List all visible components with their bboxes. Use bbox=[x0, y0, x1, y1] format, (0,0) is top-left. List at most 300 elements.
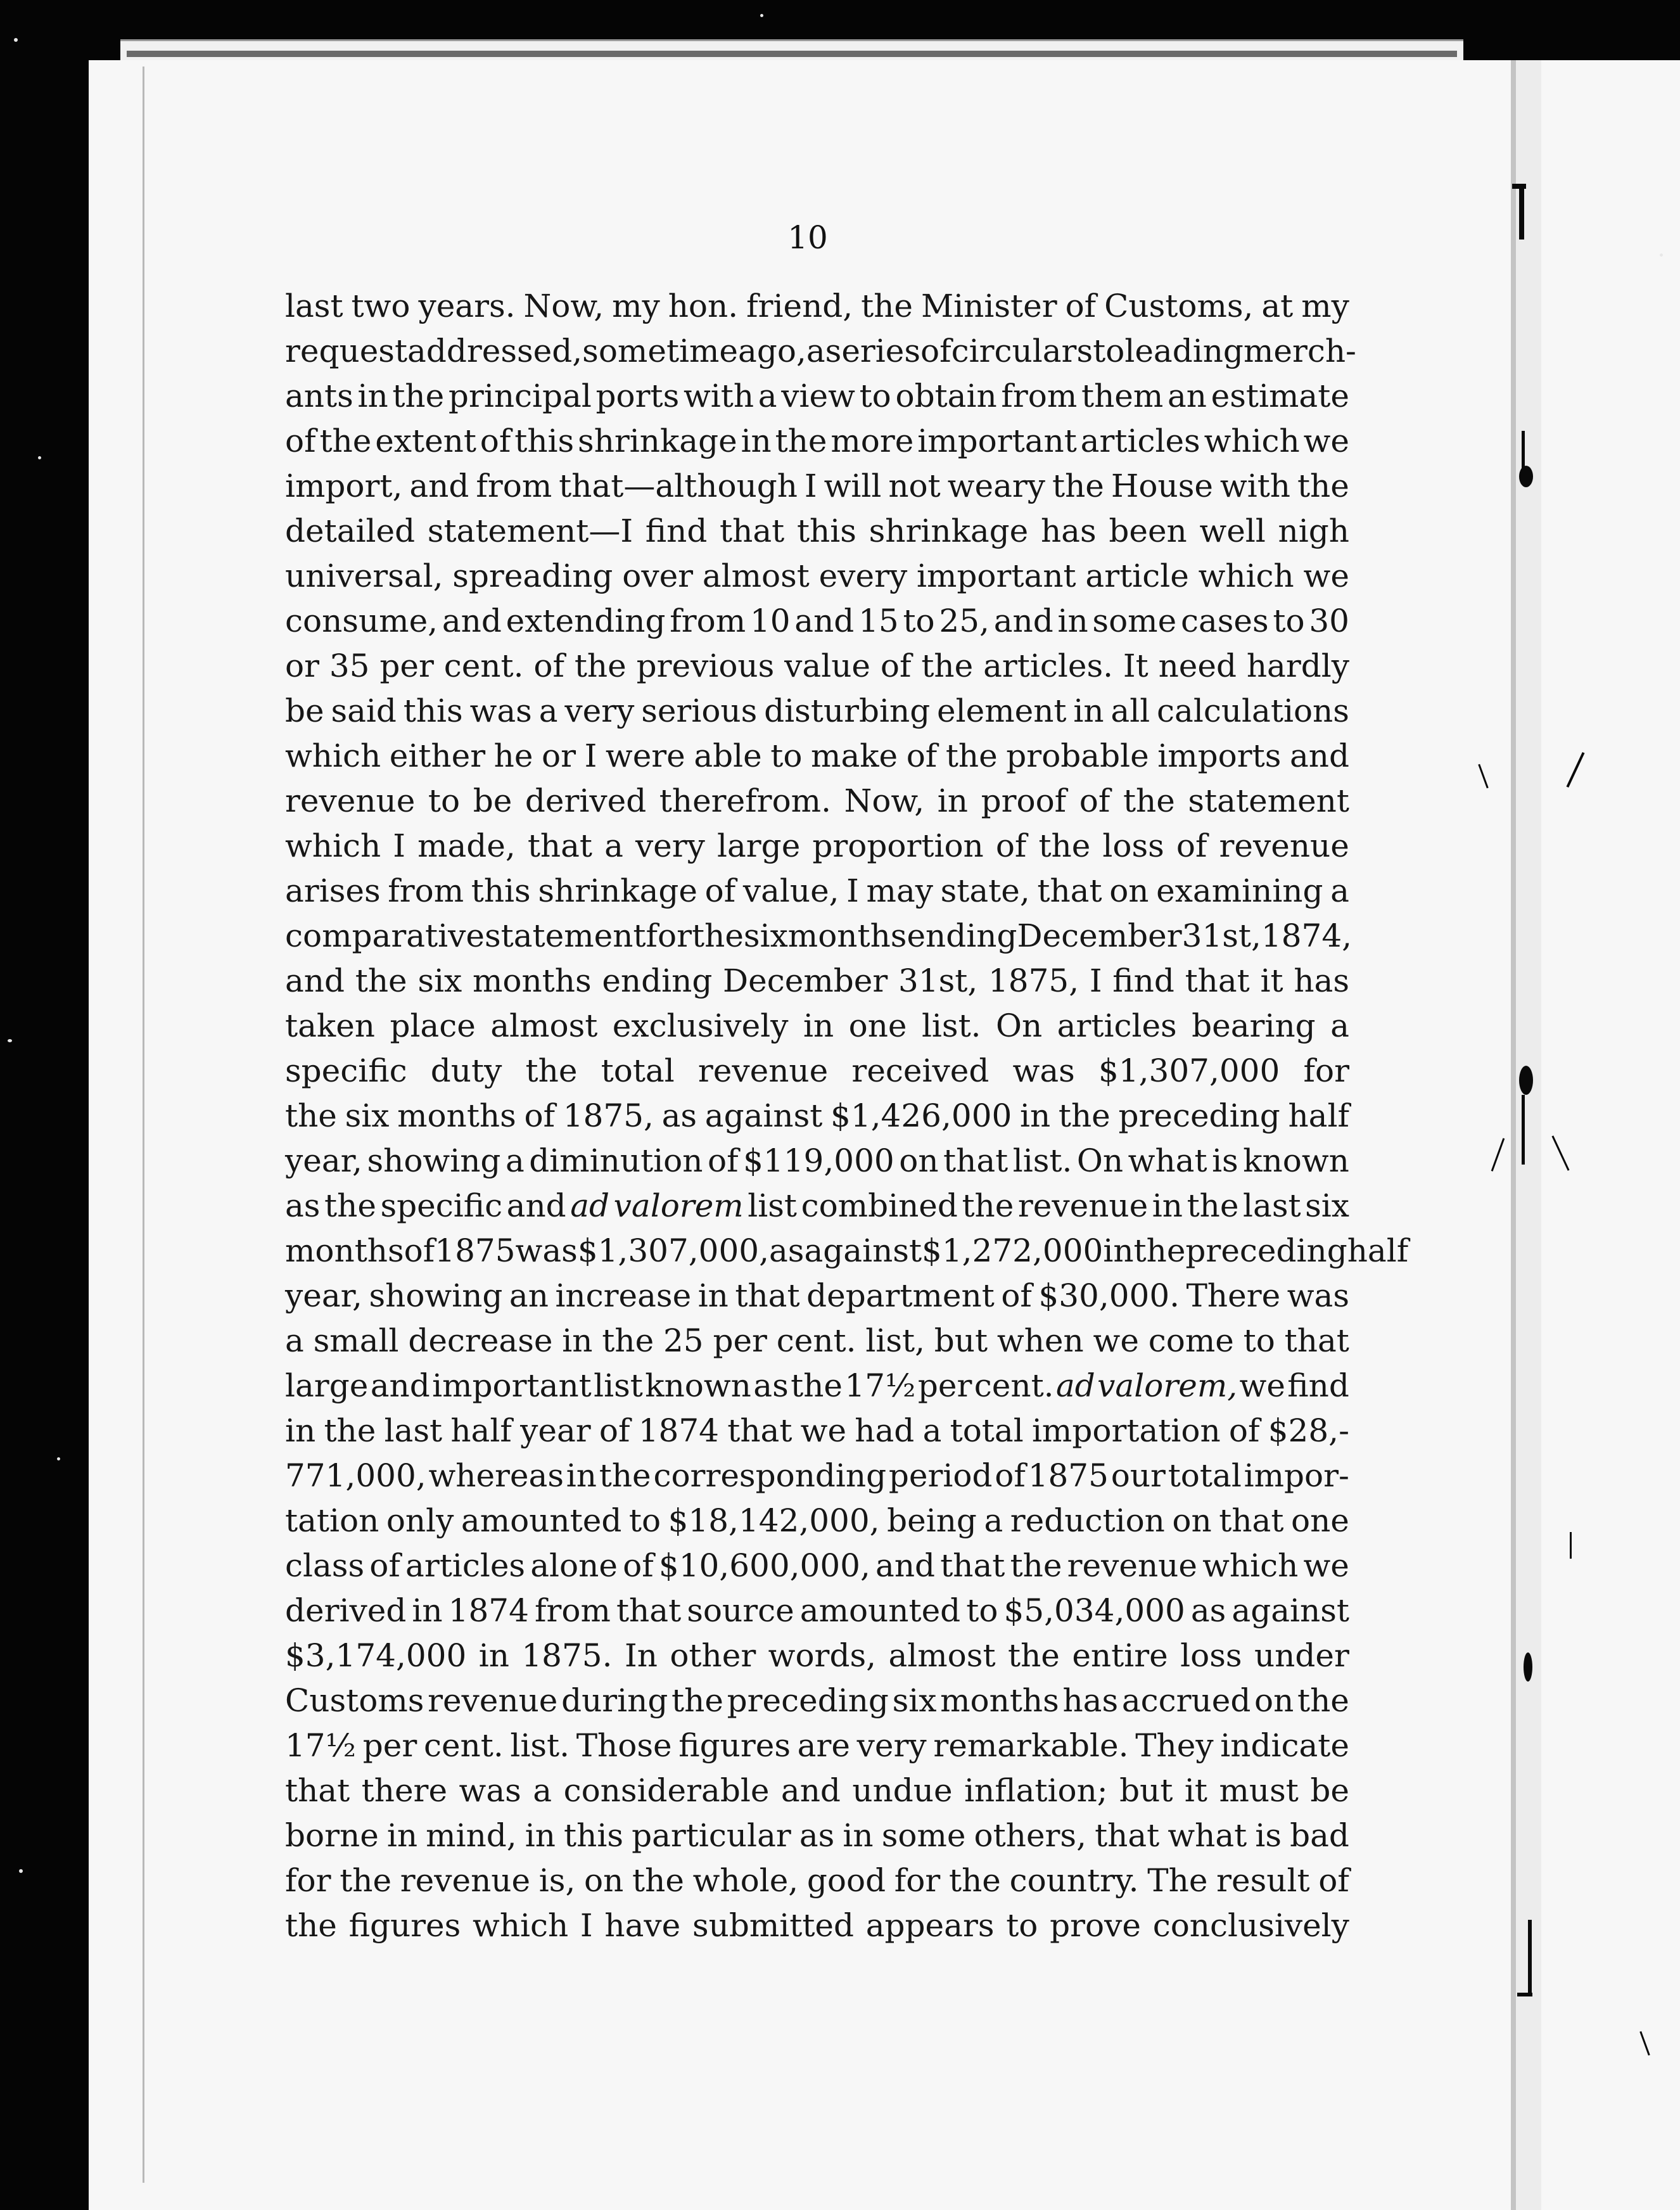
word: and bbox=[409, 468, 469, 504]
word: months bbox=[285, 1232, 404, 1269]
binding-mark bbox=[1524, 1652, 1532, 1682]
word: the bbox=[355, 962, 407, 999]
word: as bbox=[799, 1817, 835, 1854]
word: examining bbox=[1156, 872, 1323, 909]
border-speck bbox=[57, 1457, 60, 1460]
text-line bbox=[285, 824, 1349, 869]
word: an bbox=[509, 1277, 549, 1314]
word: half bbox=[1288, 1097, 1349, 1134]
word: said bbox=[331, 693, 397, 729]
word: important bbox=[917, 558, 1076, 594]
word: $1,272,000 bbox=[922, 1232, 1104, 1269]
word: 17½ bbox=[844, 1367, 916, 1404]
word: cent. bbox=[776, 1322, 856, 1359]
word: the bbox=[861, 288, 913, 324]
word: Minister bbox=[920, 288, 1057, 324]
word: ad bbox=[570, 1187, 610, 1224]
word: I bbox=[584, 738, 597, 774]
text-line bbox=[285, 869, 1349, 914]
word: the bbox=[1297, 468, 1349, 504]
word: well bbox=[1199, 513, 1266, 549]
word: it bbox=[1184, 1772, 1207, 1809]
word: valorem, bbox=[1097, 1367, 1238, 1404]
word: has bbox=[1062, 1682, 1119, 1719]
word: of bbox=[404, 1232, 435, 1269]
word: will bbox=[824, 468, 882, 504]
word: which bbox=[1204, 423, 1300, 459]
word: very bbox=[635, 827, 705, 864]
word: per bbox=[713, 1322, 767, 1359]
word: was bbox=[1287, 1277, 1349, 1314]
word: in bbox=[937, 782, 968, 819]
word: shrinkage bbox=[869, 513, 1029, 549]
word: I bbox=[580, 1907, 593, 1944]
word: showing bbox=[367, 1142, 501, 1179]
word: cent. bbox=[423, 1727, 504, 1764]
word: ants bbox=[285, 378, 353, 414]
text-line bbox=[285, 419, 1349, 464]
word: is bbox=[1255, 1817, 1282, 1854]
word: On bbox=[996, 1007, 1043, 1044]
word: of bbox=[1079, 782, 1110, 819]
word: six bbox=[1305, 1187, 1349, 1224]
word: 1875, bbox=[988, 962, 1079, 999]
word: which bbox=[1202, 1547, 1299, 1584]
word: have bbox=[604, 1907, 681, 1944]
word: derived bbox=[525, 782, 647, 819]
word: In bbox=[624, 1637, 658, 1674]
word: preceding bbox=[727, 1682, 889, 1719]
binding-mark bbox=[1512, 184, 1526, 189]
word: revenue bbox=[285, 782, 416, 819]
word: I bbox=[804, 468, 817, 504]
word: the bbox=[632, 1862, 684, 1899]
word: articles. bbox=[983, 648, 1113, 684]
word: that bbox=[720, 513, 785, 549]
word: not bbox=[888, 468, 941, 504]
word: in bbox=[566, 1457, 597, 1494]
word: has bbox=[1040, 513, 1097, 549]
word: the bbox=[319, 423, 372, 459]
word: in bbox=[843, 1817, 874, 1854]
word: other bbox=[670, 1637, 756, 1674]
word: the bbox=[1052, 468, 1104, 504]
word: my bbox=[612, 288, 660, 324]
word: words, bbox=[768, 1637, 877, 1674]
word: per bbox=[917, 1367, 972, 1404]
word: on bbox=[1172, 1502, 1212, 1539]
word: last bbox=[285, 288, 343, 324]
word: 15 bbox=[858, 603, 899, 639]
word: decrease bbox=[408, 1322, 553, 1359]
word: the bbox=[285, 1097, 337, 1134]
word: months bbox=[472, 962, 592, 999]
word: need bbox=[1158, 648, 1237, 684]
word: a bbox=[533, 1772, 552, 1809]
margin-mark bbox=[1570, 1532, 1572, 1559]
word: imports bbox=[1157, 738, 1282, 774]
word: in bbox=[741, 423, 772, 459]
text-line bbox=[285, 1139, 1349, 1184]
word: the bbox=[1058, 1097, 1110, 1134]
word: detailed bbox=[285, 513, 416, 549]
word: 10 bbox=[749, 603, 791, 639]
word: reduction bbox=[1010, 1502, 1165, 1539]
text-line bbox=[285, 599, 1349, 644]
word: undue bbox=[852, 1772, 953, 1809]
word: we bbox=[800, 1412, 847, 1449]
text-line bbox=[285, 644, 1349, 689]
word: considerable bbox=[563, 1772, 770, 1809]
word: this bbox=[514, 423, 575, 459]
word: to bbox=[428, 782, 461, 819]
word: House bbox=[1110, 468, 1213, 504]
word: the bbox=[324, 1187, 376, 1224]
word: friend, bbox=[746, 288, 853, 324]
word: They bbox=[1135, 1727, 1214, 1764]
word: small bbox=[313, 1322, 399, 1359]
word: others, bbox=[974, 1817, 1086, 1854]
text-line bbox=[285, 1364, 1349, 1408]
word: almost bbox=[702, 558, 810, 594]
border-speck bbox=[19, 1869, 23, 1873]
binding-mark bbox=[1519, 1066, 1533, 1095]
word: valorem bbox=[613, 1187, 744, 1224]
word: probable bbox=[1006, 738, 1149, 774]
binding-mark bbox=[1528, 1920, 1532, 1996]
word: we bbox=[1093, 1322, 1139, 1359]
word: revenue bbox=[400, 1862, 531, 1899]
word: must bbox=[1219, 1772, 1299, 1809]
word: the bbox=[1010, 1547, 1062, 1584]
word: articles bbox=[1080, 423, 1200, 459]
word: very bbox=[856, 1727, 927, 1764]
word: against bbox=[1231, 1592, 1349, 1629]
word: he bbox=[493, 738, 533, 774]
word: a bbox=[1330, 1007, 1349, 1044]
word: $1,307,000, bbox=[577, 1232, 769, 1269]
word: specific bbox=[380, 1187, 503, 1224]
word: bad bbox=[1290, 1817, 1349, 1854]
word: in bbox=[697, 1277, 729, 1314]
word: alone bbox=[530, 1547, 618, 1584]
word: is, bbox=[538, 1862, 576, 1899]
word: from bbox=[1001, 378, 1078, 414]
word: in bbox=[412, 1592, 443, 1629]
word: of bbox=[1176, 827, 1207, 864]
text-line bbox=[285, 1274, 1349, 1319]
word: known bbox=[645, 1367, 751, 1404]
text-line bbox=[285, 374, 1349, 419]
word: estimate bbox=[1211, 378, 1349, 414]
word: articles bbox=[1057, 1007, 1177, 1044]
word: of bbox=[1001, 1277, 1032, 1314]
word: the bbox=[791, 1367, 843, 1404]
word: as bbox=[769, 1232, 805, 1269]
border-speck bbox=[14, 38, 18, 42]
border-speck bbox=[38, 456, 41, 459]
word: a bbox=[604, 827, 623, 864]
word: loss bbox=[1180, 1637, 1242, 1674]
word: to bbox=[1243, 1322, 1275, 1359]
word: of bbox=[995, 1457, 1026, 1494]
word: against bbox=[804, 1232, 922, 1269]
word: total bbox=[1168, 1457, 1242, 1494]
word: previous bbox=[636, 648, 775, 684]
word: the bbox=[599, 1457, 651, 1494]
word: I bbox=[1089, 962, 1102, 999]
word: year, bbox=[285, 1277, 362, 1314]
word: department bbox=[806, 1277, 995, 1314]
word: be bbox=[1310, 1772, 1349, 1809]
word: that bbox=[285, 1772, 350, 1809]
word: it bbox=[1260, 962, 1283, 999]
word: in bbox=[525, 1817, 556, 1854]
word: what bbox=[1168, 1817, 1247, 1854]
word: able bbox=[694, 738, 762, 774]
text-line bbox=[285, 959, 1349, 1004]
text-line bbox=[285, 1903, 1349, 1948]
word: in bbox=[386, 1817, 418, 1854]
word: borne bbox=[285, 1817, 379, 1854]
word: important bbox=[432, 1367, 592, 1404]
word: large bbox=[285, 1367, 369, 1404]
word: as bbox=[661, 1097, 697, 1134]
word: amounted bbox=[461, 1502, 622, 1539]
word: of bbox=[524, 1097, 556, 1134]
word: to bbox=[966, 1592, 998, 1629]
border-speck bbox=[8, 1039, 12, 1042]
word: Now, bbox=[523, 288, 604, 324]
word: corresponding bbox=[653, 1457, 887, 1494]
word: and bbox=[794, 603, 855, 639]
binding-mark bbox=[1522, 431, 1525, 469]
word: all bbox=[1110, 693, 1150, 729]
word: 1875. bbox=[521, 1637, 613, 1674]
word: list, bbox=[865, 1322, 925, 1359]
word: duty bbox=[430, 1052, 502, 1089]
word: but bbox=[1119, 1772, 1173, 1809]
word: for bbox=[1303, 1052, 1349, 1089]
word: revenue bbox=[1219, 827, 1349, 864]
word: six bbox=[345, 1097, 390, 1134]
word: as bbox=[753, 1367, 789, 1404]
word: be bbox=[473, 782, 512, 819]
word: has bbox=[1294, 962, 1349, 999]
word: proof bbox=[981, 782, 1067, 819]
word: of bbox=[1065, 288, 1097, 324]
word: addressed, bbox=[407, 333, 583, 369]
word: showing bbox=[369, 1277, 503, 1314]
word: the bbox=[340, 1862, 392, 1899]
word: $10,600,000, bbox=[658, 1547, 870, 1584]
text-line bbox=[285, 734, 1349, 779]
word: list. bbox=[1012, 1142, 1072, 1179]
word: ports bbox=[595, 378, 680, 414]
word: had bbox=[855, 1412, 915, 1449]
word: 30 bbox=[1309, 603, 1349, 639]
word: the bbox=[525, 1052, 578, 1089]
word: the bbox=[1133, 1232, 1186, 1269]
word: circulars bbox=[951, 333, 1093, 369]
word: months bbox=[787, 917, 907, 954]
text-line bbox=[285, 1184, 1349, 1229]
word: that bbox=[1219, 1502, 1284, 1539]
word: per bbox=[379, 648, 434, 684]
word: the bbox=[1038, 827, 1091, 864]
word: revenue bbox=[428, 1682, 558, 1719]
word: in bbox=[285, 1412, 316, 1449]
word: and bbox=[370, 1367, 430, 1404]
word: in bbox=[1073, 693, 1104, 729]
word: hardly bbox=[1246, 648, 1349, 684]
word: the bbox=[921, 648, 974, 684]
word: Now, bbox=[844, 782, 925, 819]
word: of bbox=[285, 423, 316, 459]
word: from bbox=[534, 1592, 611, 1629]
word: specific bbox=[285, 1052, 407, 1089]
word: almost bbox=[888, 1637, 996, 1674]
word: the bbox=[945, 738, 998, 774]
binding-spine bbox=[1511, 60, 1516, 2210]
word: in bbox=[1020, 1097, 1051, 1134]
word: ending bbox=[602, 962, 713, 999]
word: the bbox=[285, 1907, 337, 1944]
word: in bbox=[562, 1322, 593, 1359]
word: the bbox=[692, 917, 744, 954]
word: that bbox=[616, 1592, 682, 1629]
word: the bbox=[948, 1862, 1001, 1899]
word: 1875 bbox=[435, 1232, 516, 1269]
word: particular bbox=[632, 1817, 791, 1854]
word: an bbox=[1167, 378, 1207, 414]
text-line bbox=[285, 689, 1349, 734]
word: cent. bbox=[443, 648, 524, 684]
word: ad bbox=[1055, 1367, 1095, 1404]
word: taken bbox=[285, 1007, 375, 1044]
word: last bbox=[384, 1412, 443, 1449]
word: a bbox=[538, 693, 558, 729]
word: that bbox=[527, 827, 593, 864]
word: 771,000, bbox=[285, 1457, 426, 1494]
word: 31st, bbox=[1181, 917, 1261, 954]
word: a bbox=[505, 1142, 525, 1179]
word: $30,000. bbox=[1038, 1277, 1180, 1314]
word: universal, bbox=[285, 558, 443, 594]
word: statement bbox=[484, 917, 646, 954]
text-line bbox=[285, 284, 1349, 329]
word: class bbox=[285, 1547, 365, 1584]
word: good bbox=[806, 1862, 886, 1899]
text-line bbox=[285, 1678, 1349, 1723]
word: nigh bbox=[1278, 513, 1349, 549]
word: to bbox=[1006, 1907, 1038, 1944]
word: of bbox=[599, 1412, 630, 1449]
word: $18,142,000, bbox=[668, 1502, 880, 1539]
word: as bbox=[285, 1187, 321, 1224]
word: result bbox=[1216, 1862, 1310, 1899]
word: and bbox=[285, 962, 345, 999]
word: period bbox=[888, 1457, 993, 1494]
word: my bbox=[1301, 288, 1349, 324]
text-line bbox=[285, 1408, 1349, 1453]
word: December bbox=[723, 962, 888, 999]
word: 1874 bbox=[448, 1592, 529, 1629]
word: which bbox=[1198, 558, 1294, 594]
word: $119,000 bbox=[743, 1142, 894, 1179]
word: and bbox=[780, 1772, 841, 1809]
word: important bbox=[917, 423, 1077, 459]
word: to bbox=[770, 738, 803, 774]
text-line bbox=[285, 1229, 1409, 1274]
word: been bbox=[1109, 513, 1187, 549]
word: merch- bbox=[1243, 333, 1356, 369]
word: view bbox=[781, 378, 855, 414]
word: $3,174,000 bbox=[285, 1637, 467, 1674]
word: half bbox=[450, 1412, 512, 1449]
word: 1874, bbox=[1261, 917, 1352, 954]
word: a bbox=[806, 333, 825, 369]
word: which bbox=[473, 1907, 569, 1944]
word: the bbox=[671, 1682, 723, 1719]
word: preceding bbox=[1185, 1232, 1347, 1269]
word: therefrom. bbox=[659, 782, 831, 819]
word: of bbox=[708, 1142, 739, 1179]
word: six bbox=[892, 1682, 937, 1719]
word: conclusively bbox=[1152, 1907, 1349, 1944]
word: be bbox=[285, 693, 324, 729]
word: years. bbox=[418, 288, 516, 324]
word: our bbox=[1110, 1457, 1166, 1494]
word: element bbox=[937, 693, 1067, 729]
word: article bbox=[1085, 558, 1189, 594]
word: that bbox=[1095, 1817, 1160, 1854]
word: on bbox=[584, 1862, 624, 1899]
text-line bbox=[285, 464, 1349, 509]
word: articles bbox=[405, 1547, 526, 1584]
word: $5,034,000 bbox=[1003, 1592, 1185, 1629]
word: series bbox=[825, 333, 921, 369]
text-line bbox=[285, 329, 1356, 374]
word: remarkable. bbox=[933, 1727, 1129, 1764]
word: calculations bbox=[1157, 693, 1349, 729]
word: import, bbox=[285, 468, 403, 504]
word: under bbox=[1254, 1637, 1349, 1674]
word: and bbox=[442, 603, 502, 639]
word: 1874 bbox=[638, 1412, 719, 1449]
word: time bbox=[666, 333, 739, 369]
word: the bbox=[1187, 1187, 1239, 1224]
word: that bbox=[727, 1412, 792, 1449]
word: consume, bbox=[285, 603, 438, 639]
word: of bbox=[1318, 1862, 1349, 1899]
word: and bbox=[875, 1547, 936, 1584]
word: the bbox=[1007, 1637, 1060, 1674]
word: of bbox=[480, 423, 511, 459]
word: to bbox=[1273, 603, 1305, 639]
word: revenue bbox=[1017, 1187, 1149, 1224]
word: appears bbox=[865, 1907, 995, 1944]
word: arises bbox=[285, 872, 381, 909]
word: was bbox=[469, 693, 532, 729]
word: of bbox=[995, 827, 1027, 864]
word: in bbox=[357, 378, 388, 414]
word: some bbox=[881, 1817, 966, 1854]
word: make bbox=[811, 738, 898, 774]
word: what bbox=[1128, 1142, 1207, 1179]
text-line bbox=[285, 1768, 1349, 1813]
word: we bbox=[1239, 1367, 1285, 1404]
